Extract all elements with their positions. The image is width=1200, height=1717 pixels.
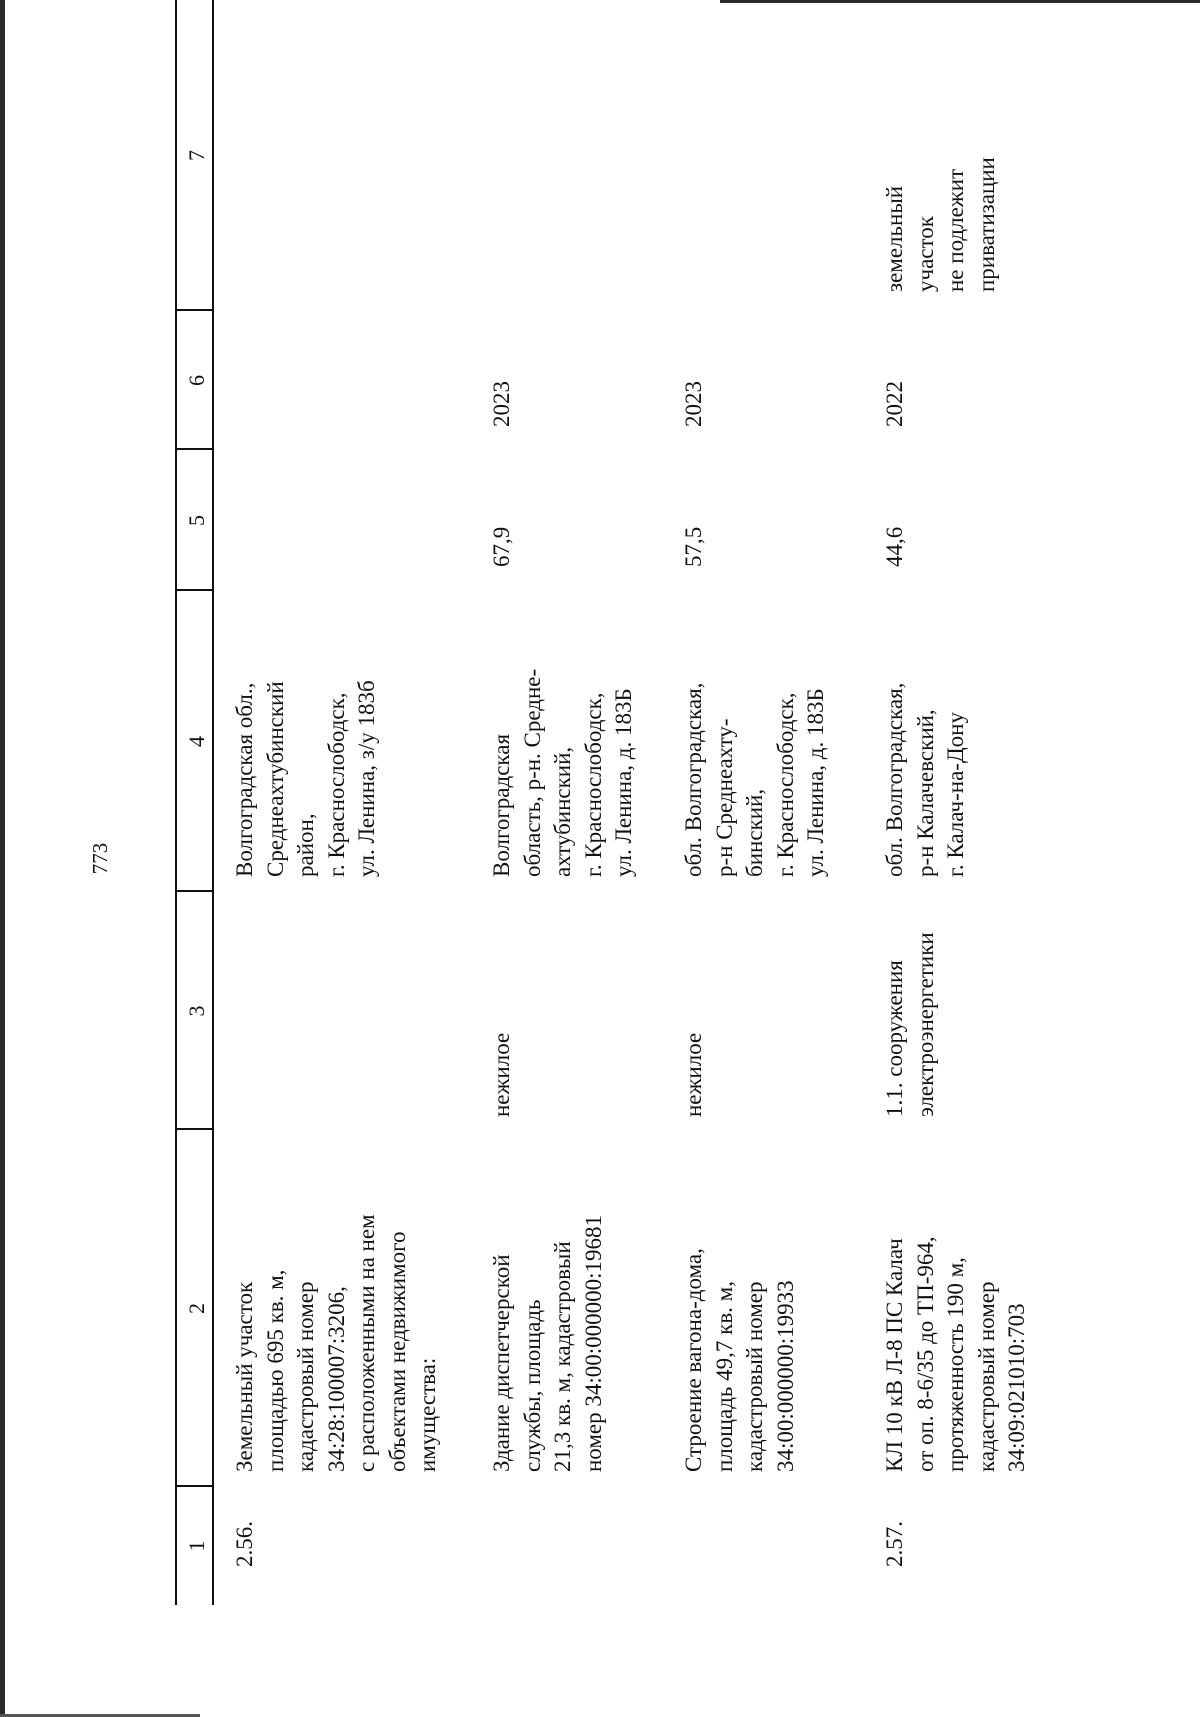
- object-area: 67,9: [489, 526, 514, 567]
- column-header: 5: [184, 515, 209, 526]
- object-purpose: 1.1. сооружения электроэнергетики: [882, 932, 938, 1117]
- object-year: 2023: [489, 381, 514, 427]
- column-header: 6: [184, 375, 209, 386]
- object-area: 57,5: [681, 526, 706, 567]
- row-number: 2.56.: [232, 1521, 257, 1567]
- object-note: земельный участок не подлежит приватизации: [882, 157, 999, 292]
- object-name: Строение вагона-дома, площадь 49,7 кв. м, кадастровый номер 34:00:000000:19933: [681, 1248, 798, 1472]
- object-name: Здание диспетчерской службы, площадь 21,3 кв. м, кадастровый номер 34:00:000000:19681: [489, 1214, 606, 1472]
- column-header: 7: [184, 150, 209, 161]
- object-address: обл. Волгоградская, р-н Калачевский, г. Калач-на-Дону: [882, 682, 968, 877]
- object-area: 44,6: [882, 526, 907, 567]
- page-number: 773: [88, 842, 112, 875]
- object-purpose: нежилое: [681, 1032, 706, 1117]
- object-address: Волгоградская обл., Среднеахтубинский район, г. Краснослободск, ул. Ленина, з/у 183б: [232, 680, 379, 877]
- table-header-rule: [212, 0, 214, 1605]
- object-year: 2022: [882, 381, 907, 427]
- object-purpose: нежилое: [489, 1032, 514, 1117]
- object-name: Земельный участок площадью 695 кв. м, кадастровый номер 34:28:100007:3206, с расположенными на нем объектами недвижимого имущества:: [232, 1214, 440, 1472]
- column-header: 1: [184, 1540, 209, 1552]
- object-year: 2023: [681, 381, 706, 427]
- column-header: 4: [184, 736, 209, 747]
- column-header: 3: [184, 1005, 209, 1017]
- object-address: обл. Волгоградская, р-н Среднеахту- бинский, г. Краснослободск, ул. Ленина, д. 183Б: [681, 682, 828, 877]
- column-header: 2: [184, 1303, 209, 1314]
- object-name: КЛ 10 кВ Л-8 ПС Калач от оп. 8-6/35 до ТП-964, протяженность 190 м, кадастровый номер 34:09:021010:703: [882, 1236, 1029, 1472]
- object-address: Волгоградская область, р-н. Средне- ахтубинский, г. Краснослободск, ул. Ленина, д. 183Б: [489, 668, 636, 877]
- table-top-rule: [175, 0, 177, 1605]
- row-number: 2.57.: [882, 1521, 907, 1567]
